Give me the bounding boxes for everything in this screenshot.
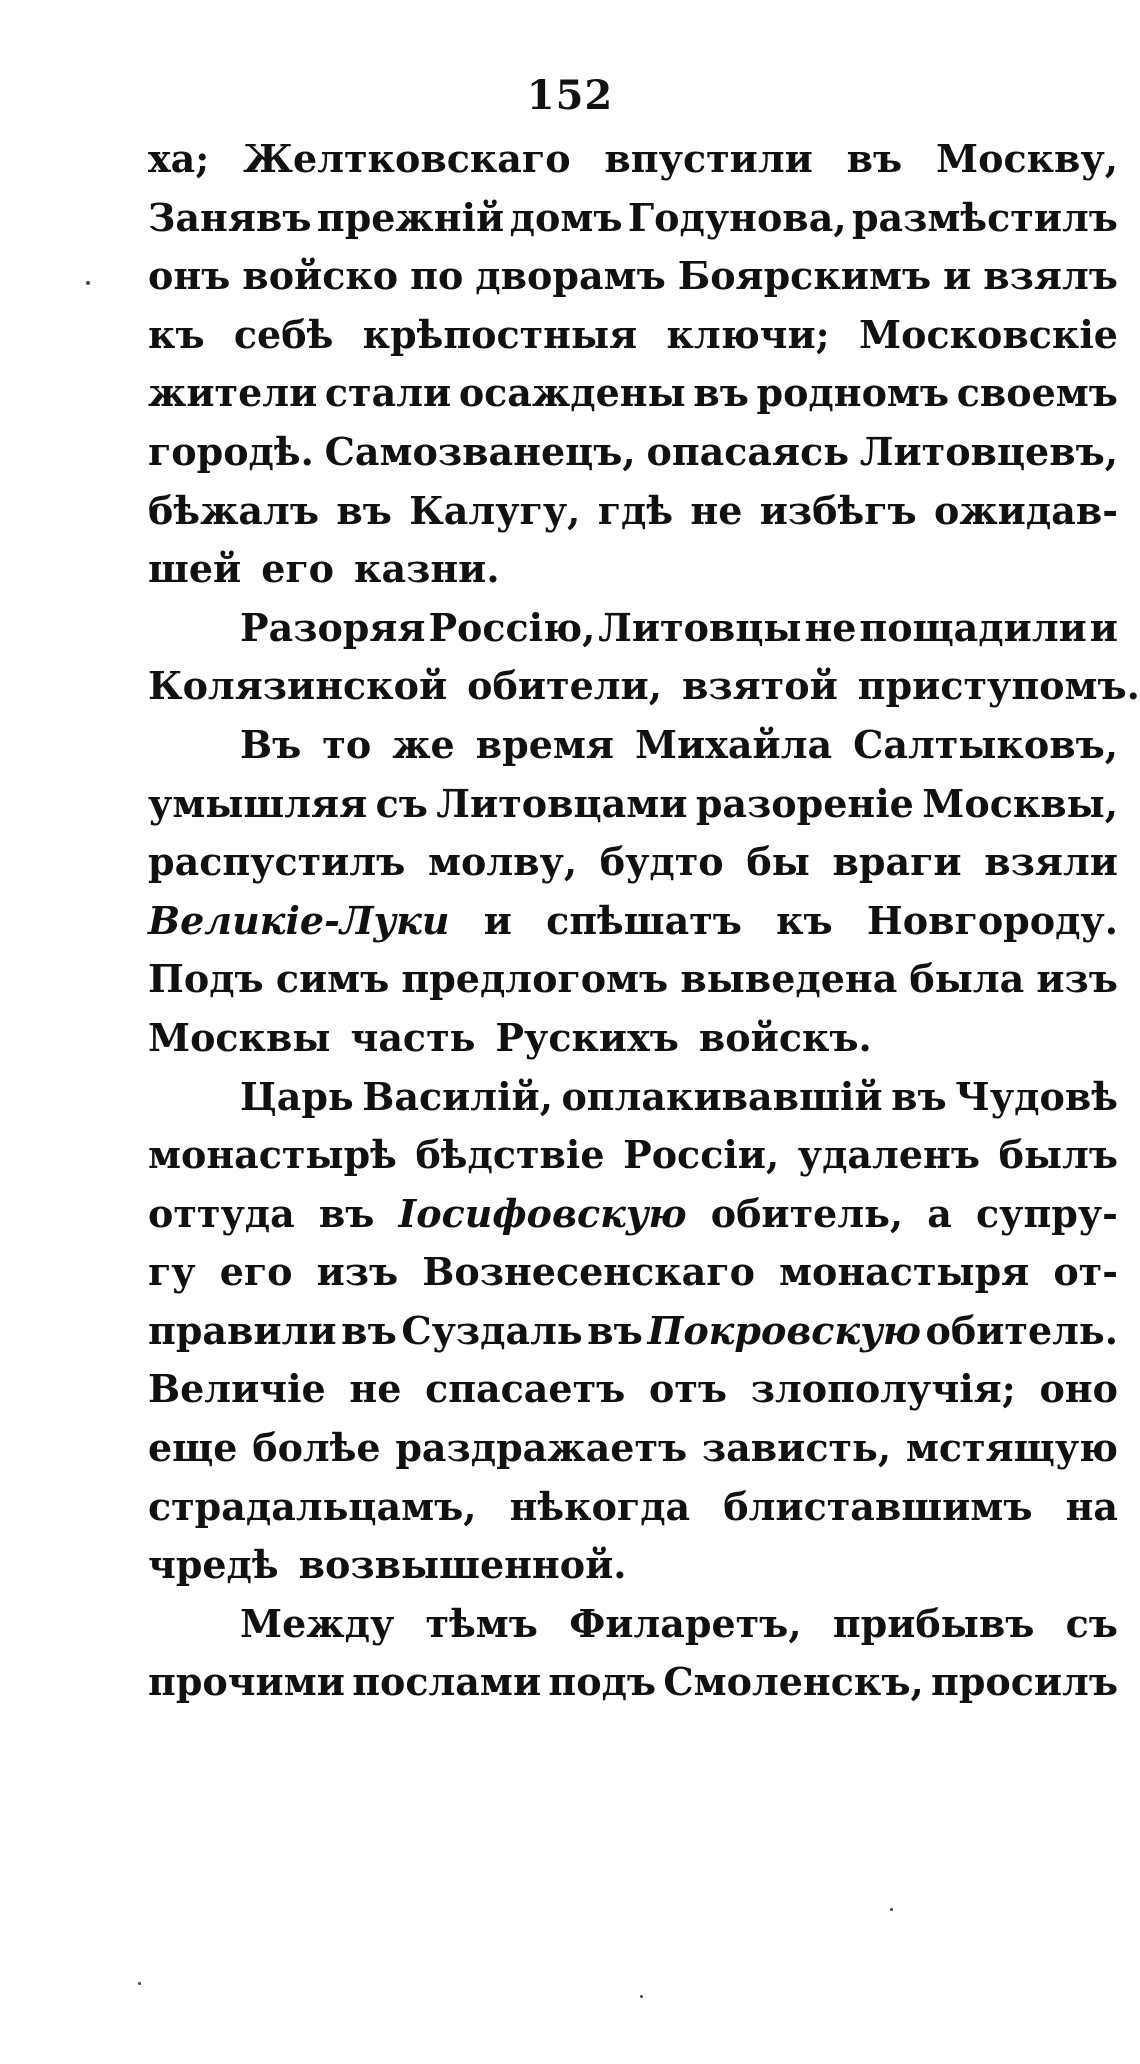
word: же: [392, 721, 455, 767]
text-line: [148, 1185, 1118, 1244]
word: себѣ: [233, 311, 334, 357]
word: отъ: [648, 1366, 728, 1412]
word: съ: [1065, 1600, 1118, 1646]
word: городѣ.: [148, 428, 314, 474]
word: Занявъ: [148, 194, 312, 240]
word: Филаретъ,: [569, 1600, 802, 1646]
text-line: [148, 1009, 1118, 1068]
word: зависть,: [701, 1425, 892, 1471]
word: по: [410, 253, 464, 299]
word: чредѣ: [148, 1542, 279, 1588]
word: предлогомъ: [401, 956, 669, 1002]
word: Москву,: [936, 136, 1118, 181]
word: въ: [341, 1307, 397, 1353]
word: Іосифовскую: [398, 1190, 687, 1236]
word: и: [483, 897, 512, 943]
word: распустилъ: [148, 839, 406, 885]
word: прежній: [316, 194, 505, 240]
word: враги: [832, 839, 962, 885]
word: то: [322, 721, 372, 767]
word: прибывъ: [832, 1600, 1035, 1646]
word: обитель,: [710, 1190, 904, 1236]
word: гу: [148, 1249, 196, 1295]
text-line: [148, 1126, 1118, 1185]
word: мстящую: [905, 1425, 1118, 1471]
word: Вознесенскаго: [422, 1249, 755, 1295]
word: тѣмъ: [425, 1600, 538, 1646]
word: правили: [148, 1307, 337, 1353]
word: въ: [587, 1307, 643, 1353]
word: болѣе: [252, 1425, 381, 1471]
word: раздражаетъ: [395, 1425, 688, 1471]
word: стали: [324, 370, 452, 416]
word: на: [1065, 1483, 1118, 1529]
word: Литовцевъ,: [859, 428, 1118, 474]
word: умышляя: [148, 780, 368, 826]
word: Михайла: [634, 721, 833, 767]
word: Покровскую: [647, 1307, 921, 1353]
word: войскъ.: [698, 1014, 872, 1060]
word: супру-: [975, 1190, 1118, 1236]
word: монастырѣ: [148, 1132, 397, 1178]
word: Литовцы: [598, 604, 802, 650]
word: часть: [350, 1014, 476, 1060]
text-line: [148, 1360, 1118, 1419]
word: разореніе: [695, 780, 914, 826]
print-speck: [138, 1982, 141, 1985]
word: Годунова,: [627, 194, 847, 240]
word: Рускихъ: [495, 1014, 679, 1060]
word: а: [927, 1190, 952, 1236]
word: монастыря: [779, 1249, 1030, 1295]
word: нѣкогда: [509, 1483, 691, 1529]
word: Между: [240, 1600, 395, 1646]
word: подъ: [548, 1659, 657, 1705]
text-line: [148, 482, 1118, 541]
word: послами: [352, 1659, 542, 1705]
word: Великіе-Луки: [148, 897, 450, 943]
word: просилъ: [931, 1659, 1118, 1705]
text-line: [148, 1595, 1118, 1654]
text-line: [148, 1302, 1118, 1361]
word: оттуда: [148, 1190, 295, 1236]
word: дворамъ: [475, 253, 666, 299]
word: изъ: [316, 1249, 399, 1295]
body-text: [148, 130, 1140, 1712]
word: своемъ: [956, 370, 1118, 416]
word: взялъ: [983, 253, 1118, 299]
word: удаленъ: [797, 1132, 980, 1178]
word: Москвы,: [922, 780, 1118, 826]
text-line: [148, 950, 1118, 1009]
text-line: [148, 1243, 1118, 1302]
word: его: [219, 1249, 293, 1295]
word: къ: [776, 897, 833, 943]
word: его: [261, 546, 335, 592]
word: Москвы: [148, 1014, 331, 1060]
word: злополучія;: [750, 1366, 1016, 1412]
word: Чудовѣ: [955, 1073, 1118, 1119]
word: въ: [846, 136, 903, 181]
word: къ: [148, 311, 205, 357]
text-line: [148, 716, 1118, 775]
word: и: [1089, 604, 1118, 650]
word: Величіе: [148, 1366, 326, 1412]
word: и: [943, 253, 972, 299]
word: Василій,: [362, 1073, 553, 1119]
word: Въ: [240, 721, 302, 767]
word: симъ: [275, 956, 390, 1002]
text-line: [148, 1478, 1118, 1537]
word: приступомъ.: [857, 663, 1140, 709]
word: былъ: [998, 1132, 1118, 1178]
word: обитель.: [925, 1307, 1118, 1353]
word: блиставшимъ: [723, 1483, 1033, 1529]
word: взятой: [681, 663, 838, 709]
text-line: [148, 599, 1118, 658]
word: въ: [693, 370, 749, 416]
text-line: [148, 189, 1118, 248]
word: обители,: [467, 663, 662, 709]
word: Суздаль: [401, 1307, 583, 1353]
word: возвышенной.: [298, 1542, 627, 1588]
word: домъ: [509, 194, 623, 240]
word: впустили: [604, 136, 813, 181]
text-line: [148, 306, 1118, 365]
text-line: [148, 1536, 1118, 1595]
word: изъ: [1036, 956, 1118, 1002]
word: была: [909, 956, 1025, 1002]
word: войско: [242, 253, 399, 299]
text-line: [148, 892, 1118, 951]
page-number: 152: [526, 72, 614, 119]
word: въ: [336, 487, 392, 533]
text-line: [148, 1068, 1118, 1127]
text-line: [148, 423, 1118, 482]
word: страдальцамъ,: [148, 1483, 477, 1529]
word: Желтковскаго: [243, 136, 571, 181]
text-line: [148, 1653, 1118, 1712]
word: Смоленскъ,: [663, 1659, 924, 1705]
word: въ: [891, 1073, 947, 1119]
text-line: [148, 130, 1118, 189]
word: гдѣ: [597, 487, 674, 533]
text-line: [148, 540, 1118, 599]
word: Самозванецъ,: [324, 428, 636, 474]
word: избѣгъ: [759, 487, 917, 533]
word: спасаетъ: [425, 1366, 626, 1412]
word: взяли: [984, 839, 1118, 885]
word: Салтыковъ,: [853, 721, 1118, 767]
word: будто: [599, 839, 724, 885]
word: Царь: [240, 1073, 354, 1119]
text-line: [148, 657, 1140, 716]
word: Новгороду.: [866, 897, 1118, 943]
word: Калугу,: [409, 487, 581, 533]
word: оно: [1039, 1366, 1118, 1412]
text-line: [148, 364, 1118, 423]
word: размѣстилъ: [851, 194, 1118, 240]
text-line: [148, 247, 1118, 306]
word: жители: [148, 370, 318, 416]
word: ожидав-: [933, 487, 1118, 533]
word: съ: [375, 780, 428, 826]
word: шей: [148, 546, 242, 592]
word: от-: [1053, 1249, 1118, 1295]
word: бы: [746, 839, 810, 885]
word: въ: [318, 1190, 375, 1236]
word: Россію,: [428, 604, 596, 650]
word: крѣпостныя: [362, 311, 638, 357]
word: прочими: [148, 1659, 345, 1705]
text-line: [148, 1419, 1118, 1478]
word: Подъ: [148, 956, 264, 1002]
word: казни.: [354, 546, 500, 592]
text-line: [148, 833, 1118, 892]
word: Колязинской: [148, 663, 448, 709]
word: Московскіе: [859, 311, 1118, 357]
word: спѣшатъ: [546, 897, 742, 943]
word: ключи;: [666, 311, 830, 357]
word: опасаясь: [646, 428, 850, 474]
word: пощадили: [859, 604, 1087, 650]
word: родномъ: [756, 370, 950, 416]
word: оплакивавшій: [561, 1073, 883, 1119]
word: выведена: [680, 956, 898, 1002]
text-line: [148, 775, 1118, 834]
word: Россіи,: [623, 1132, 780, 1178]
word: ха;: [148, 136, 210, 181]
word: молву,: [427, 839, 578, 885]
print-speck: [86, 281, 90, 285]
print-speck: [640, 1995, 643, 1998]
print-speck: [890, 1908, 893, 1911]
word: время: [475, 721, 614, 767]
word: не: [690, 487, 743, 533]
word: бѣдствіе: [415, 1132, 605, 1178]
word: еще: [148, 1425, 238, 1471]
word: Литовцами: [436, 780, 688, 826]
word: не: [804, 604, 857, 650]
word: бѣжалъ: [148, 487, 319, 533]
word: осаждены: [458, 370, 686, 416]
word: онъ: [148, 253, 231, 299]
word: Боярскимъ: [677, 253, 932, 299]
word: Разоряя: [240, 604, 426, 650]
word: не: [349, 1366, 402, 1412]
